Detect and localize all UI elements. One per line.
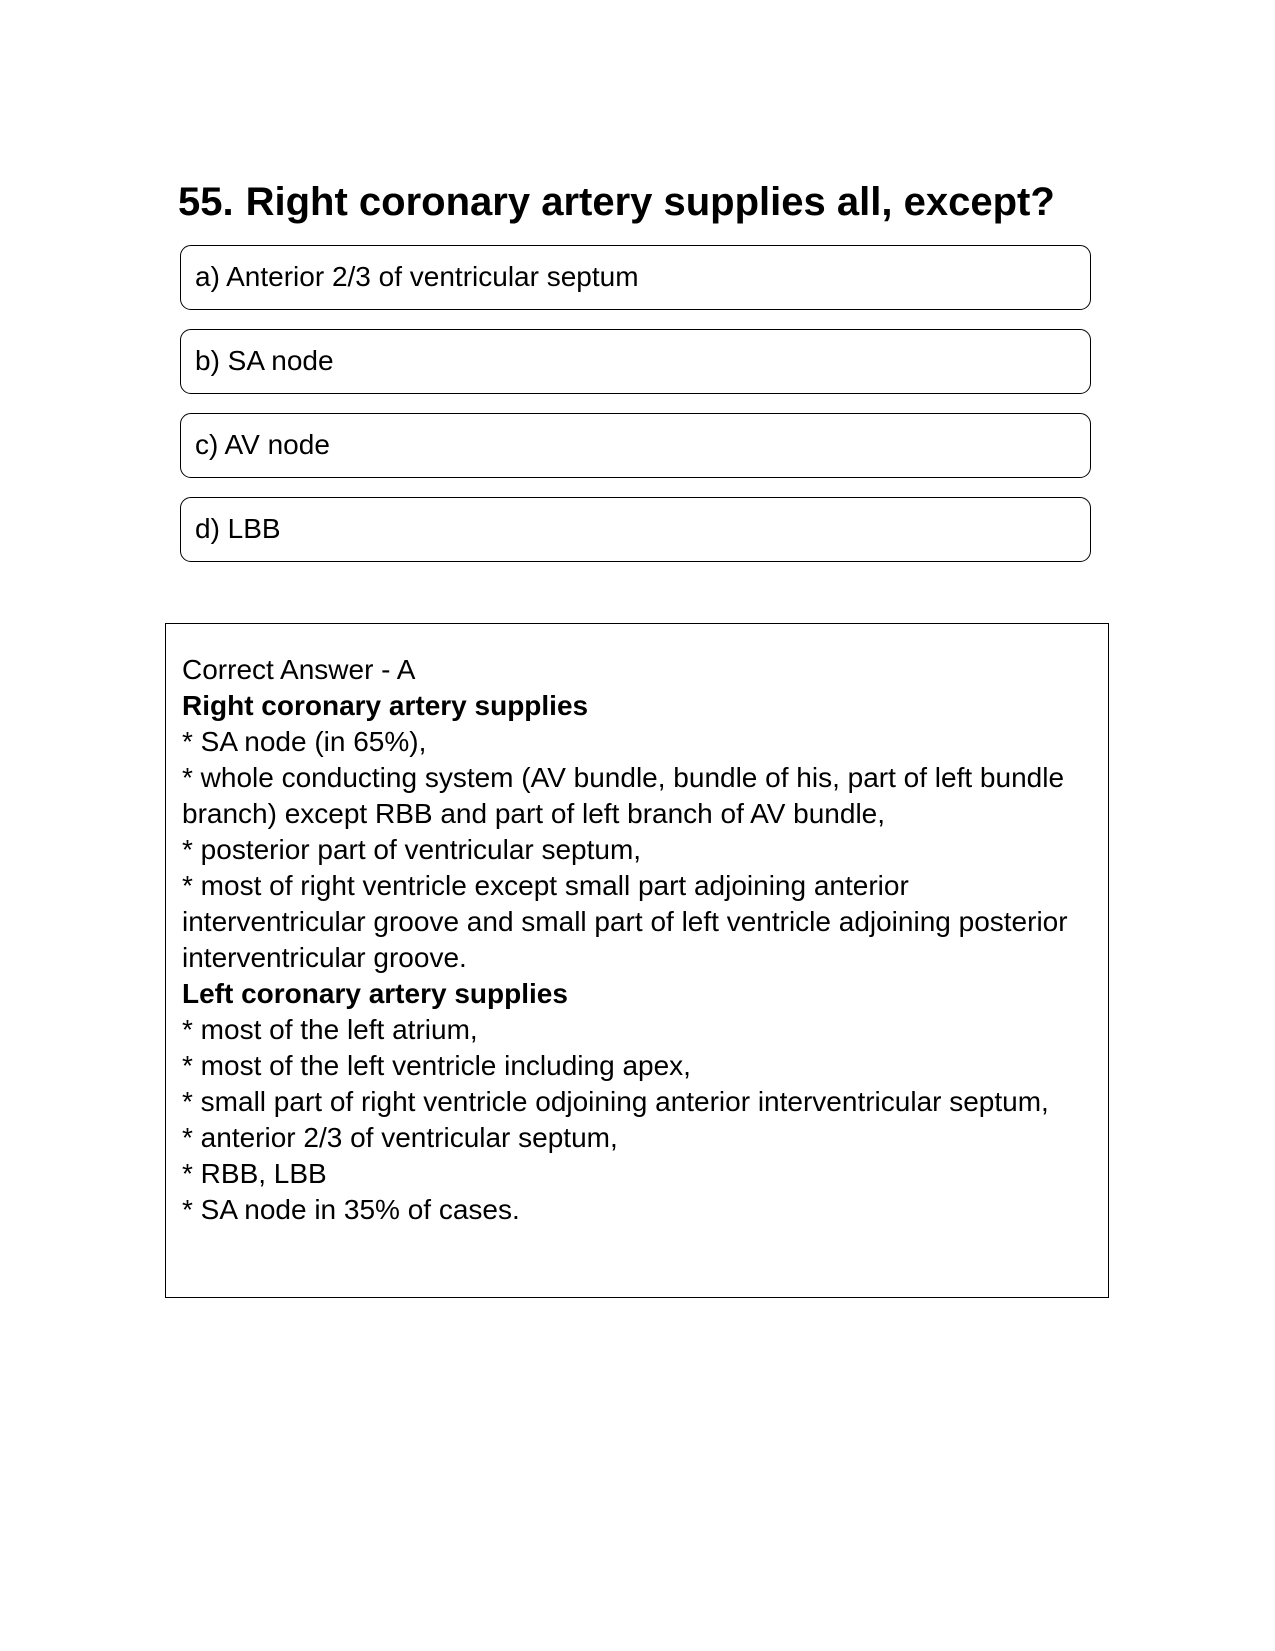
right-item-2: * whole conducting system (AV bundle, bundle of his, part of left bundle branch) except RBB and part of left branch of AV bundle,	[182, 762, 1065, 829]
answer-explanation-box	[165, 623, 1109, 1298]
option-c[interactable]: c) AV node	[180, 413, 1091, 478]
right-item-3: * posterior part of ventricular septum,	[182, 834, 642, 865]
right-coronary-heading: Right coronary artery supplies	[182, 690, 589, 721]
right-item-4: * most of right ventricle except small part adjoining anterior interventricular groove and small part of left ventricle adjoining posterior interventricular groove.	[182, 870, 1068, 973]
left-item-6: * SA node in 35% of cases.	[182, 1194, 520, 1225]
left-item-1: * most of the left atrium,	[182, 1014, 478, 1045]
left-coronary-heading: Left coronary artery supplies	[182, 978, 568, 1009]
option-d[interactable]: d) LBB	[180, 497, 1091, 562]
option-a[interactable]: a) Anterior 2/3 of ventricular septum	[180, 245, 1091, 310]
left-item-2: * most of the left ventricle including apex,	[182, 1050, 691, 1081]
left-item-4: * anterior 2/3 of ventricular septum,	[182, 1122, 618, 1153]
question-text: Right coronary artery supplies all, except?	[245, 180, 1055, 224]
left-item-3: * small part of right ventricle odjoining anterior interventricular septum,	[182, 1086, 1049, 1117]
question-title	[178, 178, 1118, 226]
right-item-1: * SA node (in 65%),	[182, 726, 427, 757]
option-b[interactable]: b) SA node	[180, 329, 1091, 394]
correct-answer-label: Correct Answer - A	[182, 654, 416, 685]
question-number: 55.	[178, 180, 234, 224]
left-item-5: * RBB, LBB	[182, 1158, 327, 1189]
